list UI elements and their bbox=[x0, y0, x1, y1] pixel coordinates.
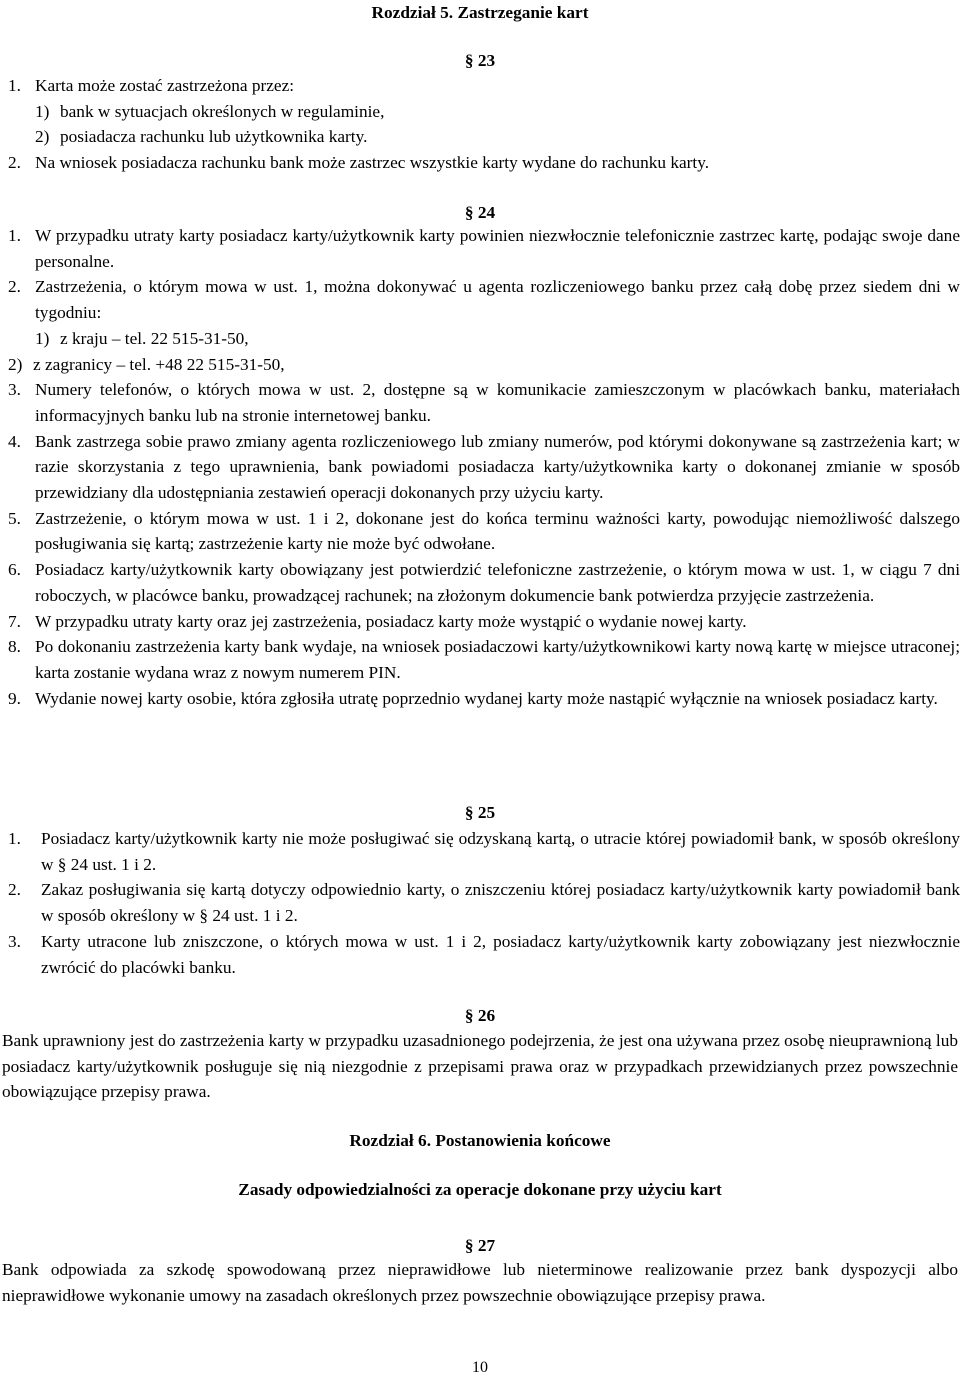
item-text: Zakaz posługiwania się kartą dotyczy odpowiednio karty, o zniszczeniu której posiadacz karty/użytkownik karty powiadomił bank w sposób określony w § 24 ust. 1 i 2. bbox=[41, 880, 960, 926]
section-25-item-3 bbox=[8, 929, 960, 980]
section-25-list bbox=[8, 826, 960, 980]
item-number: 5. bbox=[8, 508, 21, 528]
section-25-item-1 bbox=[8, 826, 960, 877]
sub-item-text: z kraju – tel. 22 515-31-50, bbox=[60, 328, 249, 348]
section-24-item-3 bbox=[8, 377, 960, 428]
section-24-item-1 bbox=[8, 223, 960, 274]
section-24-item-9 bbox=[8, 686, 960, 712]
item-number: 1. bbox=[8, 226, 21, 245]
section-24-item-2 bbox=[8, 274, 960, 377]
item-number: 1. bbox=[8, 76, 21, 95]
section-24-item-7 bbox=[8, 609, 960, 635]
item-text: Karty utracone lub zniszczone, o których mowa w ust. 1 i 2, posiadacz karty/użytkownik karty zobowiązany jest niezwłocznie zwrócić do placówki banku. bbox=[41, 931, 960, 977]
item-text: Na wniosek posiadacza rachunku bank może zastrzec wszystkie karty wydane do rachunku karty. bbox=[35, 153, 710, 173]
section-27-text: Bank odpowiada za szkodę spowodowaną przez nieprawidłowe lub nieterminowe realizowanie przez bank dyspozycji albo nieprawidłowe wykonanie umowy na zasadach określonych przez powszechnie obowiązujące przepisy prawa. bbox=[2, 1260, 958, 1305]
section-23-item-2 bbox=[8, 150, 960, 176]
item-text: Bank zastrzega sobie prawo zmiany agenta rozliczeniowego lub zmiany numerów, pod którymi dokonywane są zastrzeżenia kart; w razie skorzystania z tego uprawnienia, bank powiadomi posiadacza karty/użytkownika karty o dokonanej zmianie w sposób przewidziany dla udostępniania zestawień operacji dokonanych przy użyciu karty. bbox=[35, 431, 960, 503]
item-number: 9. bbox=[8, 688, 21, 708]
sub-item-number: 1) bbox=[35, 328, 50, 348]
section-27-heading: § 27 bbox=[464, 1236, 496, 1255]
item-text: Karta może zostać zastrzeżona przez: bbox=[35, 76, 295, 95]
item-text: W przypadku utraty karty posiadacz karty/użytkownik karty powinien niezwłocznie telefonicznie zastrzec kartę, podając swoje dane personalne. bbox=[35, 226, 960, 271]
sub-item-text: z zagranicy – tel. +48 22 515-31-50, bbox=[33, 354, 285, 374]
item-text: Posiadacz karty/użytkownik karty nie może posługiwać się odzyskaną kartą, o utracie której powiadomił bank, w sposób określony w § 24 ust. 1 i 2. bbox=[41, 829, 960, 874]
item-number: 4. bbox=[8, 431, 21, 451]
item-text: Posiadacz karty/użytkownik karty obowiązany jest potwierdzić telefoniczne zastrzeżenie, o którym mowa w ust. 1, w ciągu 7 dni roboczych, w placówce banku, prowadzącej rachunek; na złożonym dokumencie bank potwierdza przyjęcie zastrzeżenia. bbox=[35, 560, 960, 605]
item-text: Numery telefonów, o których mowa w ust. 2, dostępne są w komunikacie zamieszczonym w placówkach banku, materiałach informacyjnych banku lub na stronie internetowej banku. bbox=[35, 380, 960, 425]
section-24-item-4 bbox=[8, 429, 960, 506]
item-text: W przypadku utraty karty oraz jej zastrzeżenia, posiadacz karty może wystąpić o wydanie nowej karty. bbox=[35, 611, 747, 631]
sub-item-text: bank w sytuacjach określonych w regulaminie, bbox=[60, 101, 385, 121]
section-26-heading: § 26 bbox=[464, 1006, 496, 1025]
sub-item bbox=[35, 99, 960, 125]
section-26-text: Bank uprawniony jest do zastrzeżenia karty w przypadku uzasadnionego podejrzenia, że jest ona używana przez osobę nieuprawnioną lub posiadacz karty/użytkownik posługuje się nią niezgodnie z przepisami prawa oraz w przypadkach przewidzianych przez powszechnie obowiązujące przepisy prawa. bbox=[2, 1031, 958, 1102]
sub-item-text: posiadacza rachunku lub użytkownika karty. bbox=[60, 127, 368, 147]
section-23-list bbox=[8, 73, 960, 176]
item-number: 3. bbox=[8, 931, 21, 951]
section-24-item-8 bbox=[8, 634, 960, 685]
section-24-list bbox=[8, 223, 960, 711]
sub-item-number: 1) bbox=[35, 101, 50, 121]
item-number: 6. bbox=[8, 560, 21, 580]
item-number: 3. bbox=[8, 380, 21, 400]
chapter-5-title: Rozdział 5. Zastrzeganie kart bbox=[371, 3, 589, 22]
section-24-item-6 bbox=[8, 557, 960, 608]
chapter-6-subtitle: Zasady odpowiedzialności za operacje dokonane przy użyciu kart bbox=[238, 1180, 722, 1199]
section-24-heading: § 24 bbox=[464, 203, 496, 222]
section-23-item-1 bbox=[8, 73, 960, 150]
section-24-item-5 bbox=[8, 506, 960, 557]
item-text: Zastrzeżenie, o którym mowa w ust. 1 i 2, dokonane jest do końca terminu ważności karty, powodując niemożliwość dalszego posługiwania się kartą; zastrzeżenie karty nie może być odwołane. bbox=[35, 508, 960, 554]
sub-item bbox=[8, 352, 960, 378]
section-25-heading: § 25 bbox=[464, 803, 496, 822]
sub-item-number: 2) bbox=[35, 127, 50, 147]
item-number: 8. bbox=[8, 637, 21, 657]
sub-item-number: 2) bbox=[8, 354, 23, 374]
item-text: Wydanie nowej karty osobie, która zgłosiła utratę poprzednio wydanej karty może nastąpić wyłącznie na wniosek posiadacz karty. bbox=[35, 688, 938, 708]
item-number: 1. bbox=[8, 829, 21, 848]
item-number: 2. bbox=[8, 277, 21, 297]
item-number: 7. bbox=[8, 611, 21, 631]
page-number: 10 bbox=[472, 1359, 488, 1376]
section-23-heading: § 23 bbox=[464, 51, 496, 70]
item-text: Zastrzeżenia, o którym mowa w ust. 1, można dokonywać u agenta rozliczeniowego banku przez całą dobę przez siedem dni w tygodniu: bbox=[35, 277, 960, 323]
sub-item bbox=[35, 124, 960, 150]
sub-item bbox=[35, 326, 960, 352]
section-25-item-2 bbox=[8, 877, 960, 928]
item-text: Po dokonaniu zastrzeżenia karty bank wydaje, na wniosek posiadaczowi karty/użytkownikowi karty nową kartę w miejsce utraconej; karta zostanie wydana wraz z nowym numerem PIN. bbox=[35, 637, 960, 682]
chapter-6-title: Rozdział 6. Postanowienia końcowe bbox=[349, 1131, 611, 1150]
item-number: 2. bbox=[8, 153, 21, 173]
item-number: 2. bbox=[8, 880, 21, 900]
